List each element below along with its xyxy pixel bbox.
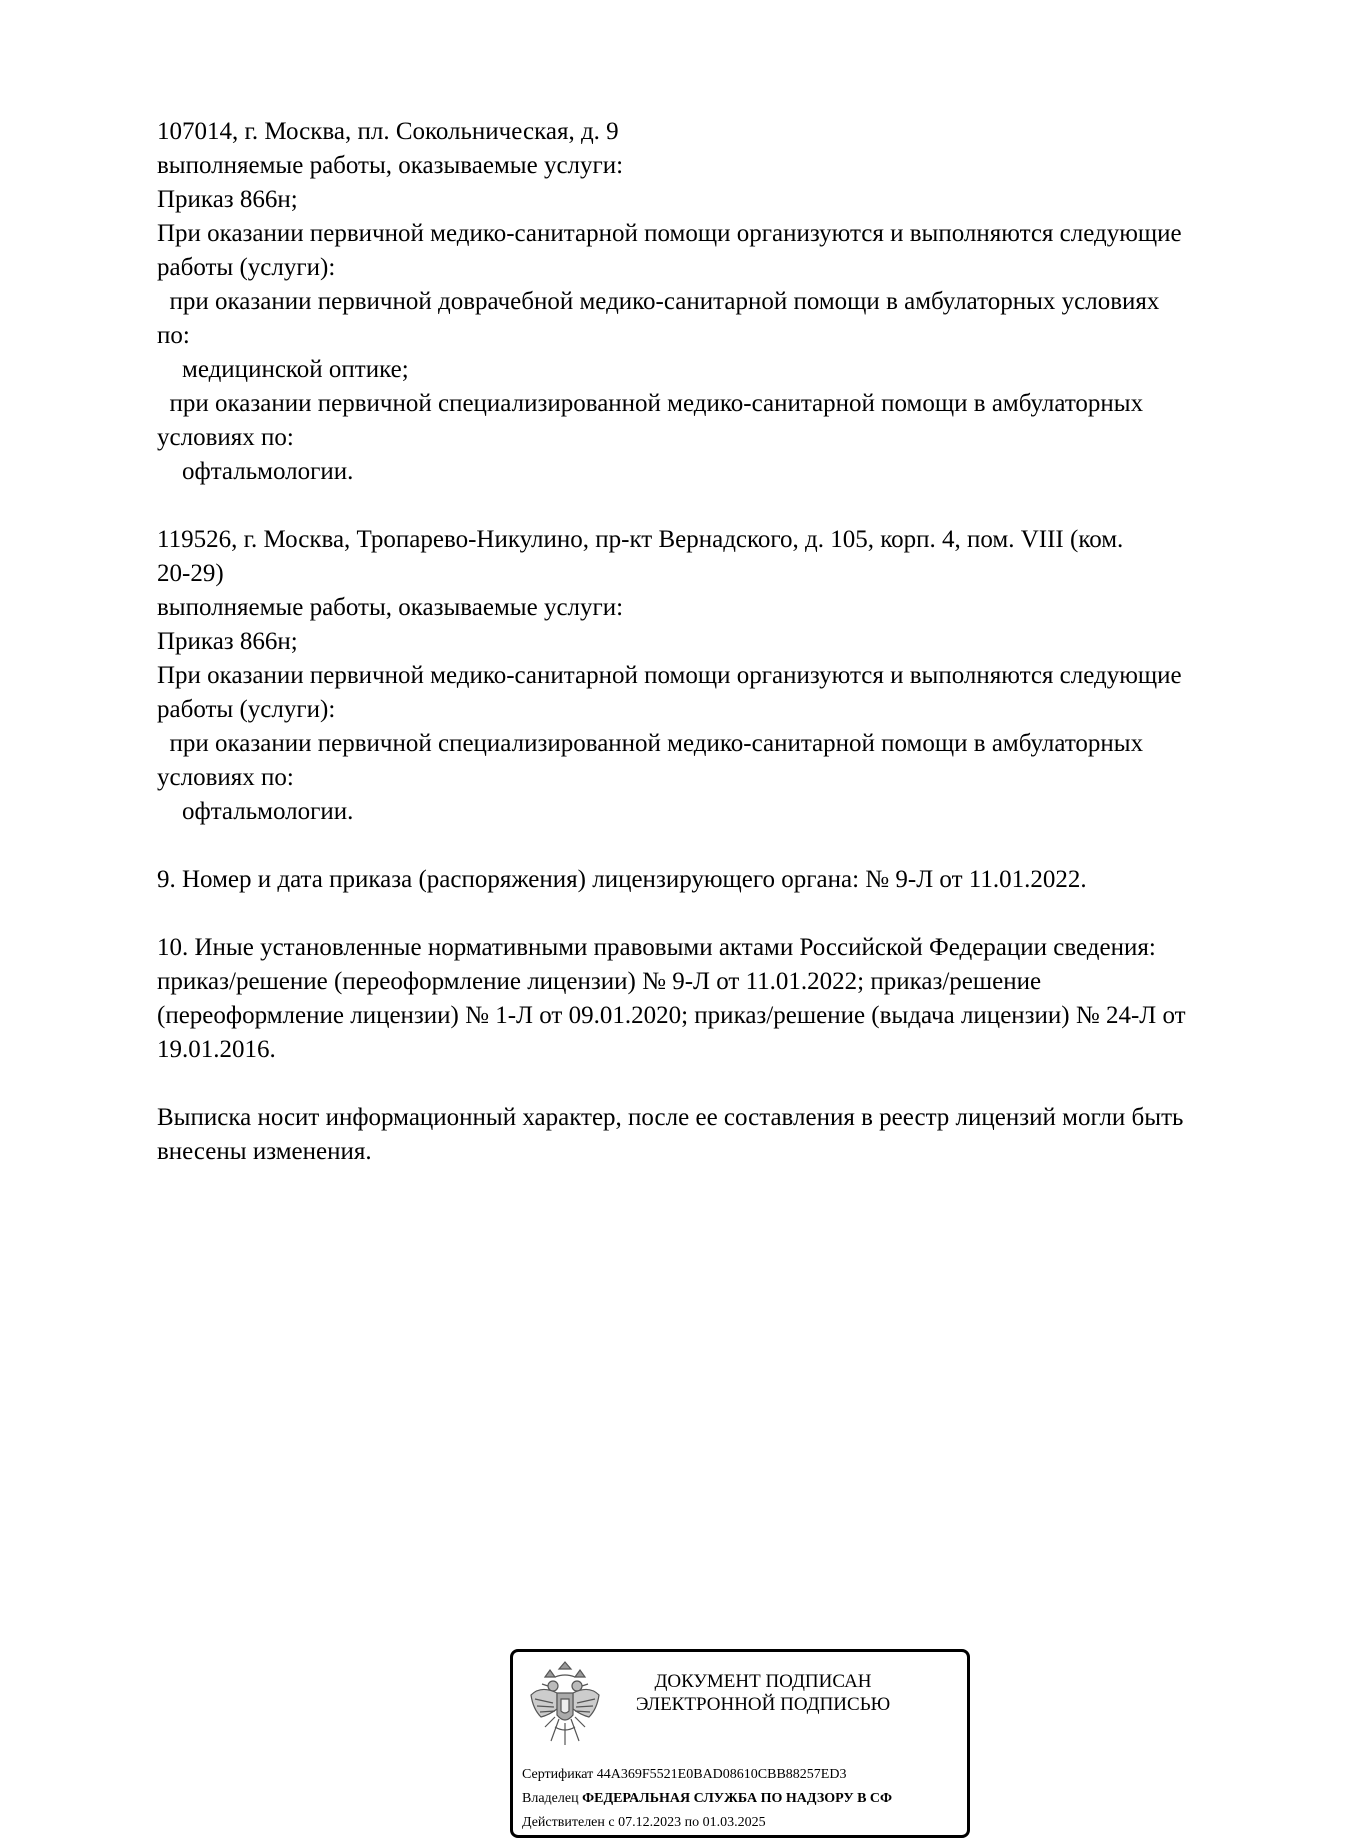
services-heading: выполняемые работы, оказываемые услуги:	[157, 594, 624, 621]
service-category: при оказании первичной специализированной медико-санитарной помощи в амбулаторных	[157, 390, 1144, 417]
stamp-title-line: ЭЛЕКТРОННОЙ ПОДПИСЬЮ	[635, 1694, 891, 1715]
services-intro-cont: работы (услуги):	[157, 696, 336, 723]
signature-stamp-title	[613, 1670, 913, 1716]
address-line: 107014, г. Москва, пл. Сокольническая, д. 9	[157, 118, 619, 145]
russian-coat-of-arms-icon	[527, 1659, 603, 1751]
disclaimer	[157, 1101, 1317, 1169]
certificate-value: 44A369F5521E0BAD08610CBB88257ED3	[596, 1767, 847, 1782]
service-category-cont: условиях по:	[157, 764, 294, 791]
disclaimer-line: Выписка носит информационный характер, после ее составления в реестр лицензий могли быть	[157, 1104, 1184, 1131]
owner-row	[522, 1790, 892, 1808]
disclaimer-line: внесены изменения.	[157, 1138, 372, 1165]
other-info-line: приказ/решение (переоформление лицензии) № 9-Л от 11.01.2022; приказ/решение	[157, 968, 1042, 995]
stamp-title-line: ДОКУМЕНТ ПОДПИСАН	[654, 1671, 872, 1692]
license-order-item: 9. Номер и дата приказа (распоряжения) лицензирующего органа: № 9-Л от 11.01.2022.	[157, 866, 1087, 893]
other-info-line: (переоформление лицензии) № 1-Л от 09.01.2020; приказ/решение (выдача лицензии) № 24-Л от	[157, 1002, 1186, 1029]
other-info-block	[157, 931, 1317, 1067]
validity-row: Действителен с 07.12.2023 по 01.03.2025	[522, 1815, 766, 1830]
service-category: при оказании первичной доврачебной медико-санитарной помощи в амбулаторных условиях	[157, 288, 1160, 315]
owner-label: Владелец	[522, 1791, 579, 1806]
order-reference: Приказ 866н;	[157, 186, 298, 213]
address-block-1	[157, 115, 1317, 489]
service-category: при оказании первичной специализированной медико-санитарной помощи в амбулаторных	[157, 730, 1144, 757]
address-block-2	[157, 523, 1317, 829]
electronic-signature-stamp	[510, 1649, 970, 1838]
other-info-line: 19.01.2016.	[157, 1036, 276, 1063]
address-line-cont: 20-29)	[157, 560, 224, 587]
other-info-line: 10. Иные установленные нормативными правовыми актами Российской Федерации сведения:	[157, 934, 1156, 961]
service-item: офтальмологии.	[157, 798, 354, 825]
address-line: 119526, г. Москва, Тропарево-Никулино, пр-кт Вернадского, д. 105, корп. 4, пом. VIII (ком.	[157, 526, 1124, 553]
order-reference: Приказ 866н;	[157, 628, 298, 655]
certificate-row	[522, 1766, 846, 1784]
service-category-cont: по:	[157, 322, 190, 349]
service-item: медицинской оптике;	[157, 356, 409, 383]
services-heading: выполняемые работы, оказываемые услуги:	[157, 152, 624, 179]
services-intro: При оказании первичной медико-санитарной помощи организуются и выполняются следующие	[157, 220, 1182, 247]
owner-value: ФЕДЕРАЛЬНАЯ СЛУЖБА ПО НАДЗОРУ В СФ	[582, 1791, 893, 1806]
services-intro: При оказании первичной медико-санитарной помощи организуются и выполняются следующие	[157, 662, 1182, 689]
document-body	[157, 115, 1317, 1169]
service-item: офтальмологии.	[157, 458, 354, 485]
service-category-cont: условиях по:	[157, 424, 294, 451]
certificate-label: Сертификат	[522, 1767, 594, 1782]
services-intro-cont: работы (услуги):	[157, 254, 336, 281]
